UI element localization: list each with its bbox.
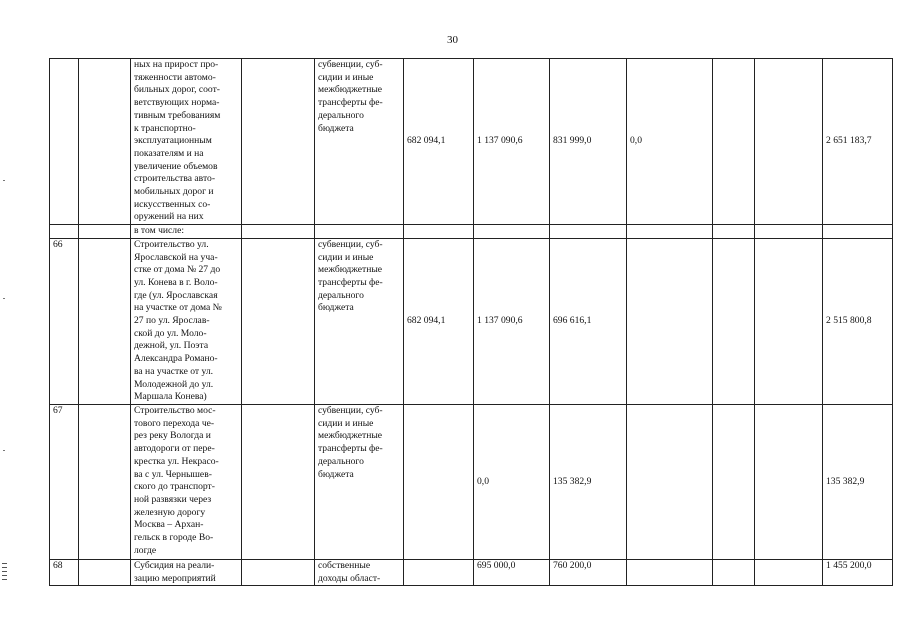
item-name (131, 404, 242, 559)
value-year-4 (627, 238, 713, 404)
value-year-6 (755, 404, 823, 559)
item-name-text: Строительство мос- тового перехода че- рез реку Вологда и автодороги от пере- крестка ул. Некрасо- ва с ул. Чернышев- ского до транспорт- ной развязки через железную дорогу Москва – Архан- гельск в городе Во- логде (134, 404, 219, 556)
value-year-1 (404, 559, 474, 585)
table-row (50, 559, 893, 585)
funding-source (315, 238, 404, 404)
table-row (50, 404, 893, 559)
funding-source (315, 59, 404, 225)
scan-mark (3, 450, 5, 451)
value-year-6 (755, 59, 823, 225)
value-year-4 (627, 559, 713, 585)
value-year-2 (474, 225, 550, 239)
value-year-1 (404, 225, 474, 239)
value-year-6 (755, 559, 823, 585)
value-total: 1 455 200,0 (823, 559, 893, 585)
table-row (50, 238, 893, 404)
empty-cell (242, 59, 315, 225)
value-total: 2 515 800,8 (823, 238, 893, 404)
empty-cell (242, 225, 315, 239)
item-name-text: ных на прирост про- тяженности автомо- бильных дорог, соот- ветствующих норма- тивным требованиям к транспортно- эксплуатационным показателям и на увеличение объемов строительства авто- мобильных дорог и искусственных со- оружений на них (134, 59, 221, 223)
row-number: 67 (50, 404, 79, 559)
item-name (131, 59, 242, 225)
funding-source (315, 404, 404, 559)
item-name: в том числе: (131, 225, 242, 239)
value-year-4 (627, 225, 713, 239)
value-year-5 (713, 225, 755, 239)
value-year-3: 135 382,9 (550, 404, 627, 559)
value-year-5 (713, 238, 755, 404)
row-number: 66 (50, 238, 79, 404)
row-number (50, 225, 79, 239)
funding-source-text: субвенции, суб- сидии и иные межбюджетные трансферты фе- дерального бюджета (318, 59, 383, 134)
value-year-2: 0,0 (474, 404, 550, 559)
table-row (50, 59, 893, 225)
value-year-3: 831 999,0 (550, 59, 627, 225)
value-year-4: 0,0 (627, 59, 713, 225)
empty-cell (79, 559, 131, 585)
value-year-4 (627, 404, 713, 559)
value-total: 135 382,9 (823, 404, 893, 559)
funding-source (315, 559, 404, 585)
budget-table (49, 58, 893, 586)
funding-source-text: собственные доходы област- (318, 559, 381, 584)
empty-cell (79, 59, 131, 225)
value-year-6 (755, 225, 823, 239)
item-name (131, 238, 242, 404)
item-name-text: Субсидия на реали- зацию мероприятий (134, 559, 216, 584)
table-row (50, 225, 893, 239)
scan-mark (3, 298, 5, 299)
row-number: 68 (50, 559, 79, 585)
empty-cell (242, 238, 315, 404)
empty-cell (242, 404, 315, 559)
value-year-1 (404, 404, 474, 559)
value-year-1: 682 094,1 (404, 59, 474, 225)
value-total (823, 225, 893, 239)
empty-cell (79, 225, 131, 239)
value-year-1: 682 094,1 (404, 238, 474, 404)
value-year-5 (713, 59, 755, 225)
value-total: 2 651 183,7 (823, 59, 893, 225)
page-number: 30 (447, 34, 458, 46)
empty-cell (79, 238, 131, 404)
value-year-2: 1 137 090,6 (474, 238, 550, 404)
item-name (131, 559, 242, 585)
funding-source (315, 225, 404, 239)
value-year-2: 695 000,0 (474, 559, 550, 585)
row-number (50, 59, 79, 225)
item-name-text: Строительство ул. Ярославской на уча- стке от дома № 27 до ул. Конева в г. Воло- где (ул. Ярославская на участке от дома № 27 по ул. Ярослав- ской до ул. Моло- дежной, ул. Поэта Александра Романо- ва на участке от ул. Молодежной до ул. Маршала Конева) (134, 238, 222, 403)
value-year-3: 696 616,1 (550, 238, 627, 404)
value-year-3 (550, 225, 627, 239)
scan-marks (2, 563, 7, 583)
value-year-3: 760 200,0 (550, 559, 627, 585)
funding-source-text: субвенции, суб- сидии и иные межбюджетные трансферты фе- дерального бюджета (318, 404, 383, 480)
empty-cell (242, 559, 315, 585)
empty-cell (79, 404, 131, 559)
value-year-5 (713, 559, 755, 585)
value-year-2: 1 137 090,6 (474, 59, 550, 225)
value-year-5 (713, 404, 755, 559)
value-year-6 (755, 238, 823, 404)
funding-source-text: субвенции, суб- сидии и иные межбюджетные трансферты фе- дерального бюджета (318, 238, 383, 314)
scan-mark (3, 180, 5, 181)
